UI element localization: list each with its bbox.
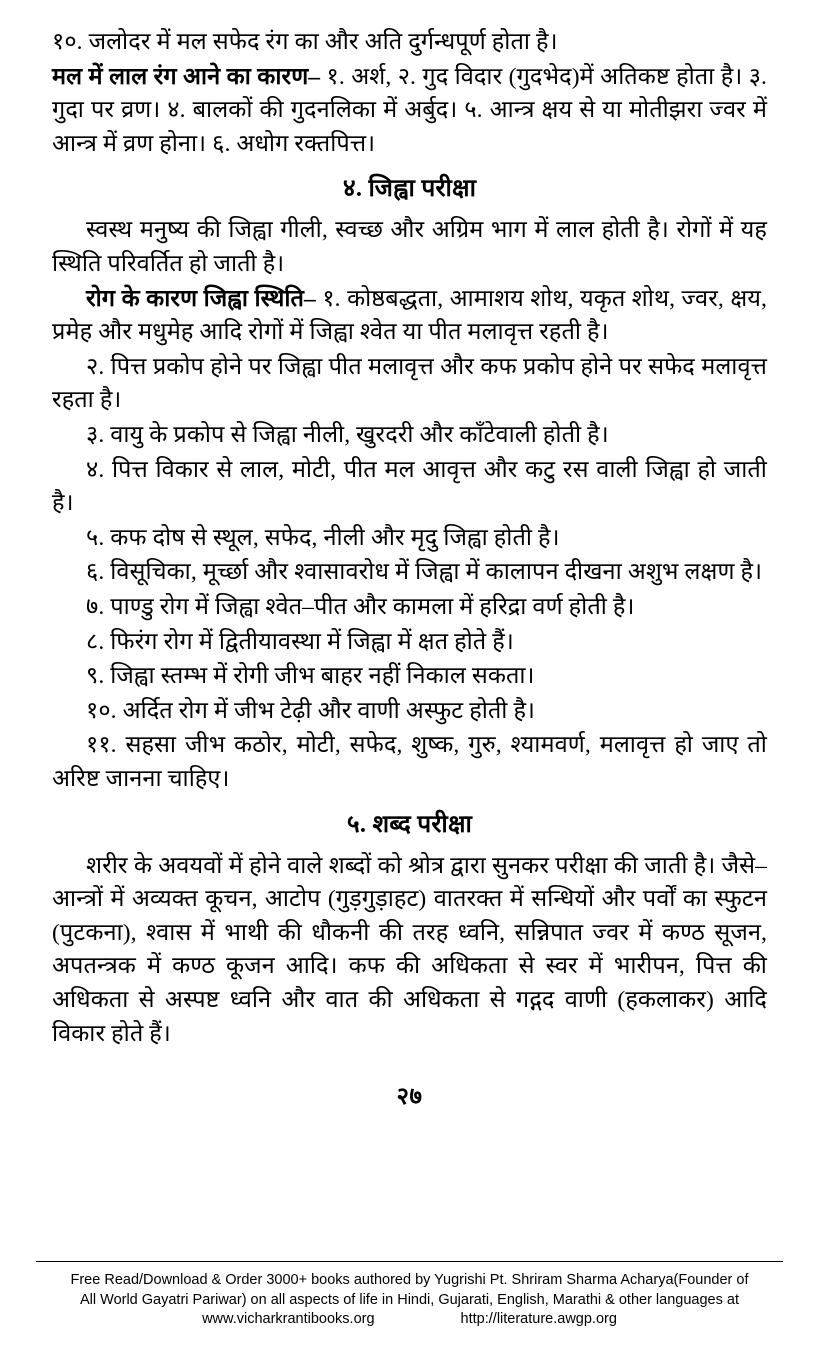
paragraph-item-8 [52, 626, 767, 660]
paragraph-text: ४. पित्त विकार से लाल, मोटी, पीत मल आवृत्त और कटु रस वाली जिह्वा हो जाती है। [52, 456, 767, 517]
paragraph-text: ११. सहसा जीभ कठोर, मोटी, सफेद, शुष्क, गुरु, श्यामवर्ण, मलावृत्त हो जाए तो अरिष्ट जानना चाहिए। [52, 732, 767, 792]
paragraph-item-9 [52, 660, 767, 694]
paragraph-text: १०. जलोदर में मल सफेद रंग का और अति दुर्गन्धपूर्ण होता है। [52, 29, 558, 55]
lead-in-bold-cause-of-red-stool: मल में लाल रंग आने का कारण– [52, 63, 321, 90]
paragraph-healthy-tongue [52, 214, 767, 281]
paragraph-item-10-stool-color [52, 26, 767, 60]
paragraph-text: १. कोष्ठबद्धता, आमाशय शोथ, यकृत शोथ, ज्वर, क्षय, प्रमेह और मधुमेह आदि रोगों में जिह्वा श्वेत या पीत मलावृत्त रहती है। [52, 285, 767, 346]
paragraph-item-2 [52, 351, 767, 418]
footer-link-literature-awgp[interactable]: http://literature.awgp.org [460, 1311, 617, 1328]
paragraph-tongue-condition-by-disease [52, 283, 767, 350]
paragraph-item-10-tongue [52, 695, 767, 729]
paragraph-text: ३. वायु के प्रकोप से जिह्वा नीली, खुरदरी और काँटेवाली होती है। [86, 421, 609, 448]
paragraph-text: स्वस्थ मनुष्य की जिह्वा गीली, स्वच्छ और अग्रिम भाग में लाल होती है। रोगों में यह स्थिति परिवर्तित हो जाती है। [52, 217, 767, 277]
lead-in-bold-tongue-condition: रोग के कारण जिह्वा स्थिति– [86, 285, 316, 312]
heading-text: ५. शब्द परीक्षा [346, 810, 473, 838]
footer-line-1: Free Read/Download & Order 3000+ books authored by Yugrishi Pt. Shriram Sharma Acharya(Founder of [70, 1272, 749, 1289]
page-footer [40, 1271, 779, 1330]
paragraph-item-4 [52, 454, 767, 521]
paragraph-item-7 [52, 591, 767, 625]
paragraph-text: ६. विसूचिका, मूर्च्छा और श्वासावरोध में जिह्वा में कालापन दीखना अशुभ लक्षण है। [86, 559, 763, 586]
footer-divider [36, 1261, 783, 1262]
page-number: २७ [396, 1084, 423, 1111]
document-body [52, 26, 767, 1051]
footer-line-2: All World Gayatri Pariwar) on all aspects of life in Hindi, Gujarati, English, Marathi & other languages at [80, 1291, 739, 1308]
paragraph-blood-in-stool [52, 61, 767, 162]
footer-links [40, 1310, 779, 1330]
paragraph-text: ७. पाण्डु रोग में जिह्वा श्वेत–पीत और कामला में हरिद्रा वर्ण होती है। [86, 593, 635, 620]
paragraph-text: ९. जिह्वा स्तम्भ में रोगी जीभ बाहर नहीं निकाल सकता। [86, 663, 535, 690]
paragraph-item-3 [52, 419, 767, 453]
paragraph-item-6 [52, 556, 767, 590]
paragraph-text: ८. फिरंग रोग में द्वितीयावस्था में जिह्वा में क्षत होते हैं। [86, 628, 514, 655]
footer-link-vicharkrantibooks[interactable]: www.vicharkrantibooks.org [202, 1311, 375, 1328]
paragraph-text: २. पित्त प्रकोप होने पर जिह्वा पीत मलावृत्त और कफ प्रकोप होने पर सफेद मलावृत्त रहता है। [52, 353, 767, 414]
paragraph-item-5 [52, 522, 767, 556]
section-heading-sound-examination [52, 807, 767, 842]
paragraph-item-11 [52, 729, 767, 796]
paragraph-text: ५. कफ दोष से स्थूल, सफेद, नीली और मृदु जिह्वा होती है। [86, 524, 560, 551]
section-heading-tongue-examination [52, 171, 767, 206]
paragraph-sound-examination-body [52, 850, 767, 1052]
paragraph-text: १०. अर्दित रोग में जीभ टेढ़ी और वाणी अस्फुट होती है। [86, 697, 536, 724]
paragraph-text: शरीर के अवयवों में होने वाले शब्दों को श्रोत्र द्वारा सुनकर परीक्षा की जाती है। जैसे– आन्त्रों में अव्यक्त कूचन, आटोप (गुड़गुड़ाहट) वातरक्त में सन्धियों और पर्वों का स्फुटन (पुटकना), श्वास में भाथी की धौकनी की तरह ध्वनि, सन्निपात ज्वर में कण्ठ सूजन, अपतन्त्रक में कण्ठ कूजन आदि। कफ की अधिकता से स्वर में भारीपन, पित्त की अधिकता से अस्पष्ट ध्वनि और वात की अधिकता से गद्गद वाणी (हकलाकर) आदि विकार होते हैं। [52, 852, 767, 1047]
heading-text: ४. जिह्वा परीक्षा [342, 175, 477, 203]
paragraph-text: १. अर्श, २. गुद विदार (गुदभेद)में अतिकष्ट होता है। ३. गुदा पर व्रण। ४. बालकों की गुदनलिका में अर्बुद। ५. आन्त्र क्षय से या मोतीझरा ज्वर में आन्त्र में व्रण होना। ६. अधोग रक्तपित्त। [52, 63, 767, 157]
